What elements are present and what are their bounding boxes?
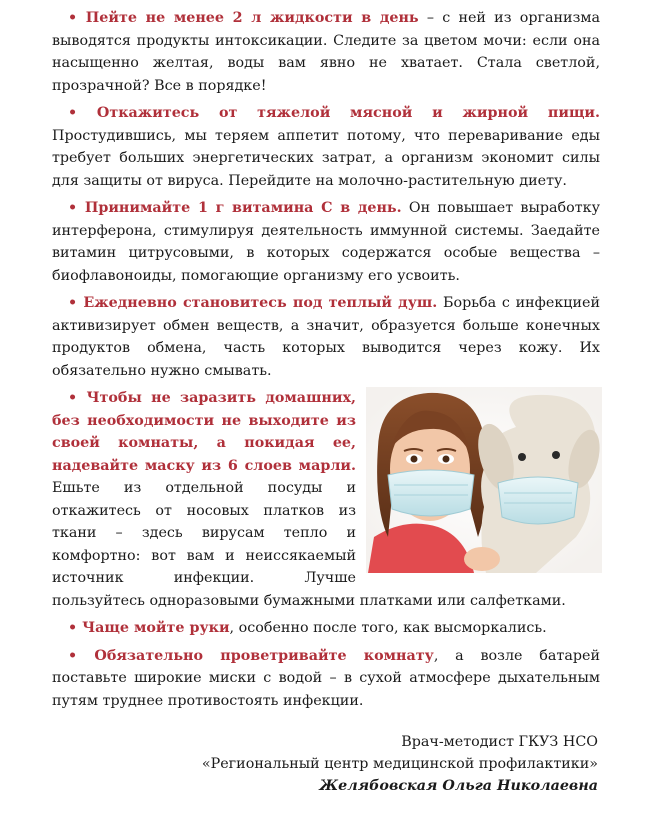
tip-vitamin-c <box>52 197 600 287</box>
tip-vitamin-c-text: Он повышает выработку интерферона, стимулируя деятельность иммунной системы. Заедайте витамин цитрусовыми, в которых содержатся особые вещества – биофлавоноиды, помогающие организму его усвоить. <box>52 200 600 284</box>
tip-hands-text: , особенно после того, как высморкались. <box>229 620 547 636</box>
tip-diet <box>52 102 600 192</box>
author-signature <box>202 731 598 797</box>
tips-list <box>52 7 600 717</box>
tip-shower <box>52 292 600 382</box>
tip-ventilate-text: , а возле батарей поставьте широкие миски с водой – в сухой атмосфере дыхательным путям труднее противостоять инфекции. <box>52 647 601 709</box>
author-name: Желябовская Ольга Николаевна <box>319 778 598 794</box>
tip-shower-text: Борьба с инфекцией активизирует обмен веществ, а значит, образуется больше конечных продуктов обмена, часть которых выводится через кожу. Их обязательно нужно смывать. <box>52 295 600 379</box>
tip-fluids <box>52 7 600 97</box>
author-position: Врач-методист ГКУЗ НСО <box>401 734 598 750</box>
tip-isolation <box>52 387 600 612</box>
tip-ventilate <box>52 645 600 713</box>
tip-isolation-heading: • Чтобы не заразить домашних, без необходимости не выходите из своей комнаты, а покидая ее, надевайте маску из 6 слоев марли. <box>52 390 356 474</box>
masked-girl-photo <box>366 387 602 573</box>
tip-isolation-text: Ешьте из отдельной посуды и откажитесь от носовых платков из ткани – здесь вирусам тепло и комфортно: вот вам и неиссякаемый источник инфекции. Лучше пользуйтесь одноразовыми бумажными платками или салфетками. <box>52 480 566 609</box>
author-organization: «Региональный центр медицинской профилактики» <box>201 756 598 772</box>
tip-vitamin-c-heading: • Принимайте 1 г витамина С в день. <box>68 200 402 216</box>
tip-fluids-heading: • Пейте не менее 2 л жидкости в день <box>68 10 419 26</box>
tip-diet-heading: • Откажитесь от тяжелой мясной и жирной пищи. <box>68 105 600 121</box>
tip-ventilate-heading: • Обязательно проветривайте комнату <box>68 647 434 664</box>
tip-fluids-text: – с ней из организма выводятся продукты интоксикации. Следите за цветом мочи: если она насыщенно желтая, воды вам явно не хватает. Стала светлой, прозрачной? Все в порядке! <box>52 10 601 94</box>
tip-shower-heading: • Ежедневно становитесь под теплый душ. <box>68 295 438 311</box>
tip-hands <box>52 617 600 640</box>
tip-hands-heading: • Чаще мойте руки <box>68 620 230 636</box>
tip-diet-text: Простудившись, мы теряем аппетит потому, что переваривание еды требует больших энергетических затрат, а организм экономит силы для защиты от вируса. Перейдите на молочно-растительную диету. <box>52 127 600 189</box>
